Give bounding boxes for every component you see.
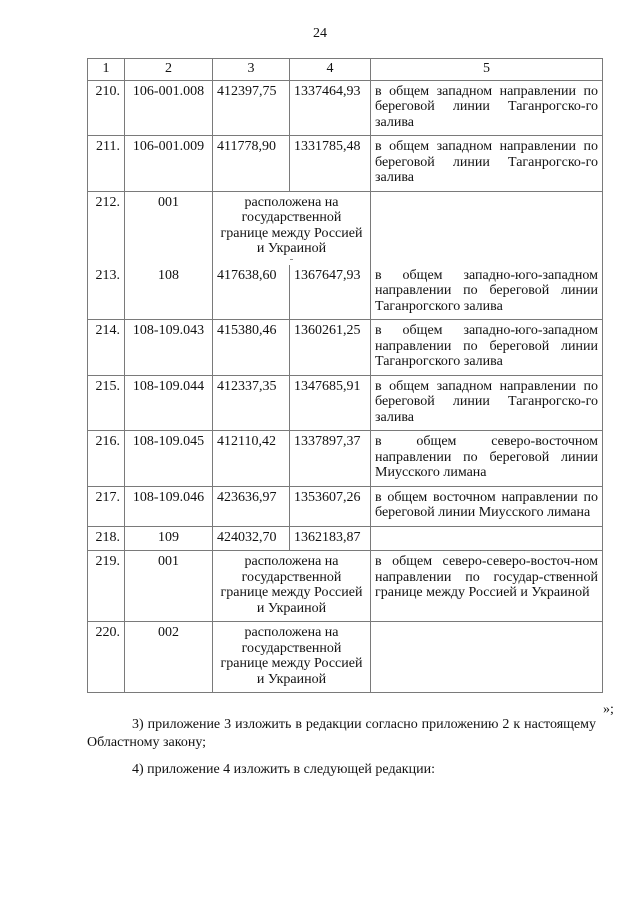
- point-code: 108-109.045: [125, 431, 213, 487]
- table-row: [88, 191, 603, 265]
- table-header-row: [88, 59, 603, 81]
- table-row: [88, 136, 603, 192]
- header-col-1: 1: [88, 59, 125, 81]
- point-code: 106-001.008: [125, 80, 213, 136]
- direction-description: в общем западном направлении по береговой линии Таганрогско-го залива: [371, 80, 603, 136]
- coordinate-y: 1337897,37: [290, 431, 371, 487]
- direction-description: в общем западном направлении по береговой линии Таганрогско-го залива: [371, 136, 603, 192]
- border-note: расположена на государственной границе между Россией и Украиной: [213, 622, 371, 693]
- coordinate-y: 1347685,91: [290, 375, 371, 431]
- coordinate-x: 423636,97: [213, 486, 290, 526]
- point-code: 108: [125, 265, 213, 320]
- paragraph-text: 3) приложение 3 изложить в редакции согласно приложению 2 к настоящему Областному закону;: [87, 717, 596, 750]
- coordinate-x: 412110,42: [213, 431, 290, 487]
- coordinate-y: 1353607,26: [290, 486, 371, 526]
- paragraph-text: 4) приложение 4 изложить в следующей редакции:: [132, 762, 435, 777]
- row-number: 212.: [88, 191, 125, 265]
- table-row: [88, 80, 603, 136]
- direction-description: в общем северо-восточном направлении по береговой линии Миусского лимана: [371, 431, 603, 487]
- border-note: [213, 191, 371, 265]
- row-number: 219.: [88, 551, 125, 622]
- row-number: 216.: [88, 431, 125, 487]
- row-number: 214.: [88, 320, 125, 376]
- coordinate-x: 424032,70: [213, 526, 290, 551]
- row-number: 215.: [88, 375, 125, 431]
- table-row: [88, 375, 603, 431]
- coordinate-x: 412337,35: [213, 375, 290, 431]
- page-number: 24: [313, 26, 327, 41]
- header-col-5: 5: [371, 59, 603, 81]
- coordinate-y: 1362183,87: [290, 526, 371, 551]
- table-row: [88, 551, 603, 622]
- row-number: 218.: [88, 526, 125, 551]
- coordinate-y: 1360261,25: [290, 320, 371, 376]
- point-code: 108-109.043: [125, 320, 213, 376]
- coordinate-y: 1367647,93: [290, 265, 371, 320]
- header-col-2: 2: [125, 59, 213, 81]
- coordinate-y: 1337464,93: [290, 80, 371, 136]
- border-note-text: расположена на государственной границе между Россией и Украиной: [220, 194, 363, 256]
- direction-description: в общем западно-юго-западном направлении по береговой линии Таганрогского залива: [371, 320, 603, 376]
- direction-description: [371, 191, 603, 265]
- direction-description: в общем восточном направлении по береговой линии Миусского лимана: [371, 486, 603, 526]
- coordinate-y: 1331785,48: [290, 136, 371, 192]
- row-number: 213.: [88, 265, 125, 320]
- coordinates-table: [87, 58, 603, 693]
- point-code: 109: [125, 526, 213, 551]
- table-row: [88, 265, 603, 320]
- direction-description: [371, 526, 603, 551]
- table-row: [88, 486, 603, 526]
- point-code: 001: [125, 551, 213, 622]
- paragraph-appendix-3: [87, 716, 596, 752]
- header-col-4: 4: [290, 59, 371, 81]
- row-number: 220.: [88, 622, 125, 693]
- table-row: [88, 526, 603, 551]
- row-number: 210.: [88, 80, 125, 136]
- closing-quote: »;: [603, 702, 614, 717]
- direction-description: в общем западно-юго-западном направлении по береговой линии Таганрогского залива: [371, 265, 603, 320]
- table-row: [88, 431, 603, 487]
- direction-description: в общем западном направлении по береговой линии Таганрогско-го залива: [371, 375, 603, 431]
- coordinate-x: 417638,60: [213, 265, 290, 320]
- point-code: 108-109.044: [125, 375, 213, 431]
- border-note: расположена на государственной границе между Россией и Украиной: [213, 551, 371, 622]
- direction-description: в общем северо-северо-восточ-ном направлении по государ-ственной границе между Россией и Украиной: [371, 551, 603, 622]
- coordinate-x: 411778,90: [213, 136, 290, 192]
- table-row: [88, 622, 603, 693]
- point-code: 106-001.009: [125, 136, 213, 192]
- paragraph-appendix-4: [87, 761, 596, 779]
- table-row: [88, 320, 603, 376]
- point-code: 108-109.046: [125, 486, 213, 526]
- coordinate-x: 415380,46: [213, 320, 290, 376]
- row-number: 217.: [88, 486, 125, 526]
- point-code: 002: [125, 622, 213, 693]
- separator-mark: [290, 259, 293, 260]
- header-col-3: 3: [213, 59, 290, 81]
- direction-description: [371, 622, 603, 693]
- point-code: 001: [125, 191, 213, 265]
- coordinate-x: 412397,75: [213, 80, 290, 136]
- row-number: 211.: [88, 136, 125, 192]
